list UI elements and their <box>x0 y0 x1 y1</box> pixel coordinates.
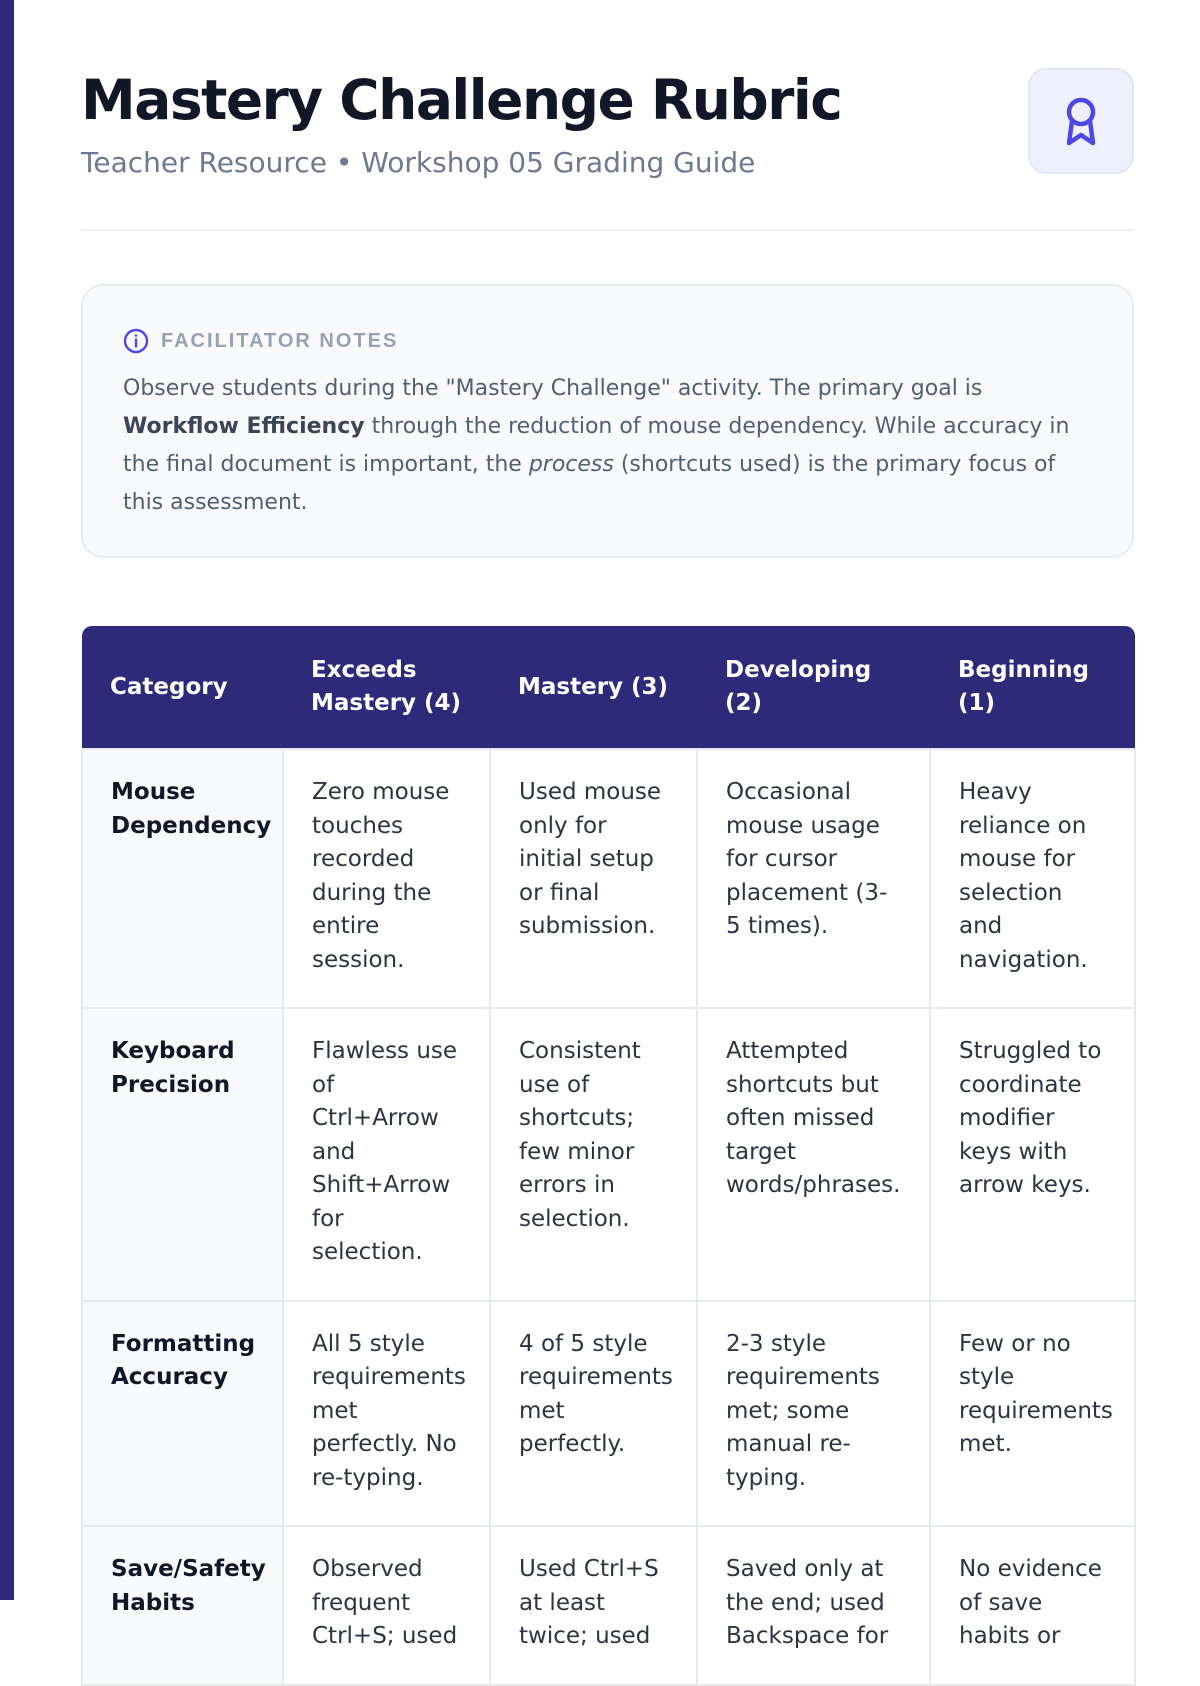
notes-label: FACILITATOR NOTES <box>161 329 399 352</box>
notes-bold: Workflow Efficiency <box>123 414 365 439</box>
column-header: Mastery (3) <box>490 626 697 749</box>
category-cell: Keyboard Precision <box>82 1008 283 1301</box>
criteria-cell: Observed frequent Ctrl+S; used <box>283 1526 490 1685</box>
criteria-cell: Flawless use of Ctrl+Arrow and Shift+Arrow for selection. <box>283 1008 490 1301</box>
rubric-table <box>81 626 1136 1686</box>
criteria-cell: No evidence of save habits or <box>930 1526 1135 1685</box>
column-header: Developing (2) <box>697 626 930 749</box>
notes-header <box>123 326 1092 356</box>
criteria-cell: Zero mouse touches recorded during the entire session. <box>283 749 490 1008</box>
notes-text-part: (shortcuts used) is the primary focus of this assessment. <box>123 452 1056 515</box>
content <box>81 0 1134 1649</box>
criteria-cell: Attempted shortcuts but often missed target words/phrases. <box>697 1008 930 1301</box>
criteria-cell: Heavy reliance on mouse for selection and navigation. <box>930 749 1135 1008</box>
table-row <box>82 1526 1135 1685</box>
criteria-cell: 4 of 5 style requirements met perfectly. <box>490 1301 697 1527</box>
category-cell: Formatting Accuracy <box>82 1301 283 1527</box>
criteria-cell: All 5 style requirements met perfectly. No re-typing. <box>283 1301 490 1527</box>
table-row <box>82 749 1135 1008</box>
criteria-cell: Occasional mouse usage for cursor placement (3-5 times). <box>697 749 930 1008</box>
accent-bar <box>0 0 14 1600</box>
notes-text-part: Observe students during the "Mastery Challenge" activity. The primary goal is <box>123 376 983 401</box>
badge <box>1028 68 1134 174</box>
criteria-cell: 2-3 style requirements met; some manual re-typing. <box>697 1301 930 1527</box>
notes-text-part: through the reduction of mouse dependency. While accuracy in the final document is important, the <box>123 414 1070 477</box>
criteria-cell: Struggled to coordinate modifier keys with arrow keys. <box>930 1008 1135 1301</box>
table-row <box>82 1008 1135 1301</box>
criteria-cell: Few or no style requirements met. <box>930 1301 1135 1527</box>
criteria-cell: Used mouse only for initial setup or final submission. <box>490 749 697 1008</box>
facilitator-notes <box>81 284 1134 558</box>
info-icon <box>123 328 149 354</box>
criteria-cell: Consistent use of shortcuts; few minor errors in selection. <box>490 1008 697 1301</box>
award-ribbon-icon <box>1061 95 1101 147</box>
notes-italic: process <box>528 452 614 477</box>
table-row <box>82 1301 1135 1527</box>
criteria-cell: Used Ctrl+S at least twice; used <box>490 1526 697 1685</box>
page-title: Mastery Challenge Rubric <box>81 68 842 132</box>
column-header: Category <box>82 626 283 749</box>
column-header: Exceeds Mastery (4) <box>283 626 490 749</box>
category-cell: Save/Safety Habits <box>82 1526 283 1685</box>
column-header: Beginning (1) <box>930 626 1135 749</box>
table-header-row <box>82 626 1135 749</box>
category-cell: Mouse Dependency <box>82 749 283 1008</box>
page-subtitle: Teacher Resource • Workshop 05 Grading Guide <box>81 146 756 179</box>
criteria-cell: Saved only at the end; used Backspace for <box>697 1526 930 1685</box>
notes-text <box>123 370 1092 522</box>
header <box>81 0 1134 231</box>
